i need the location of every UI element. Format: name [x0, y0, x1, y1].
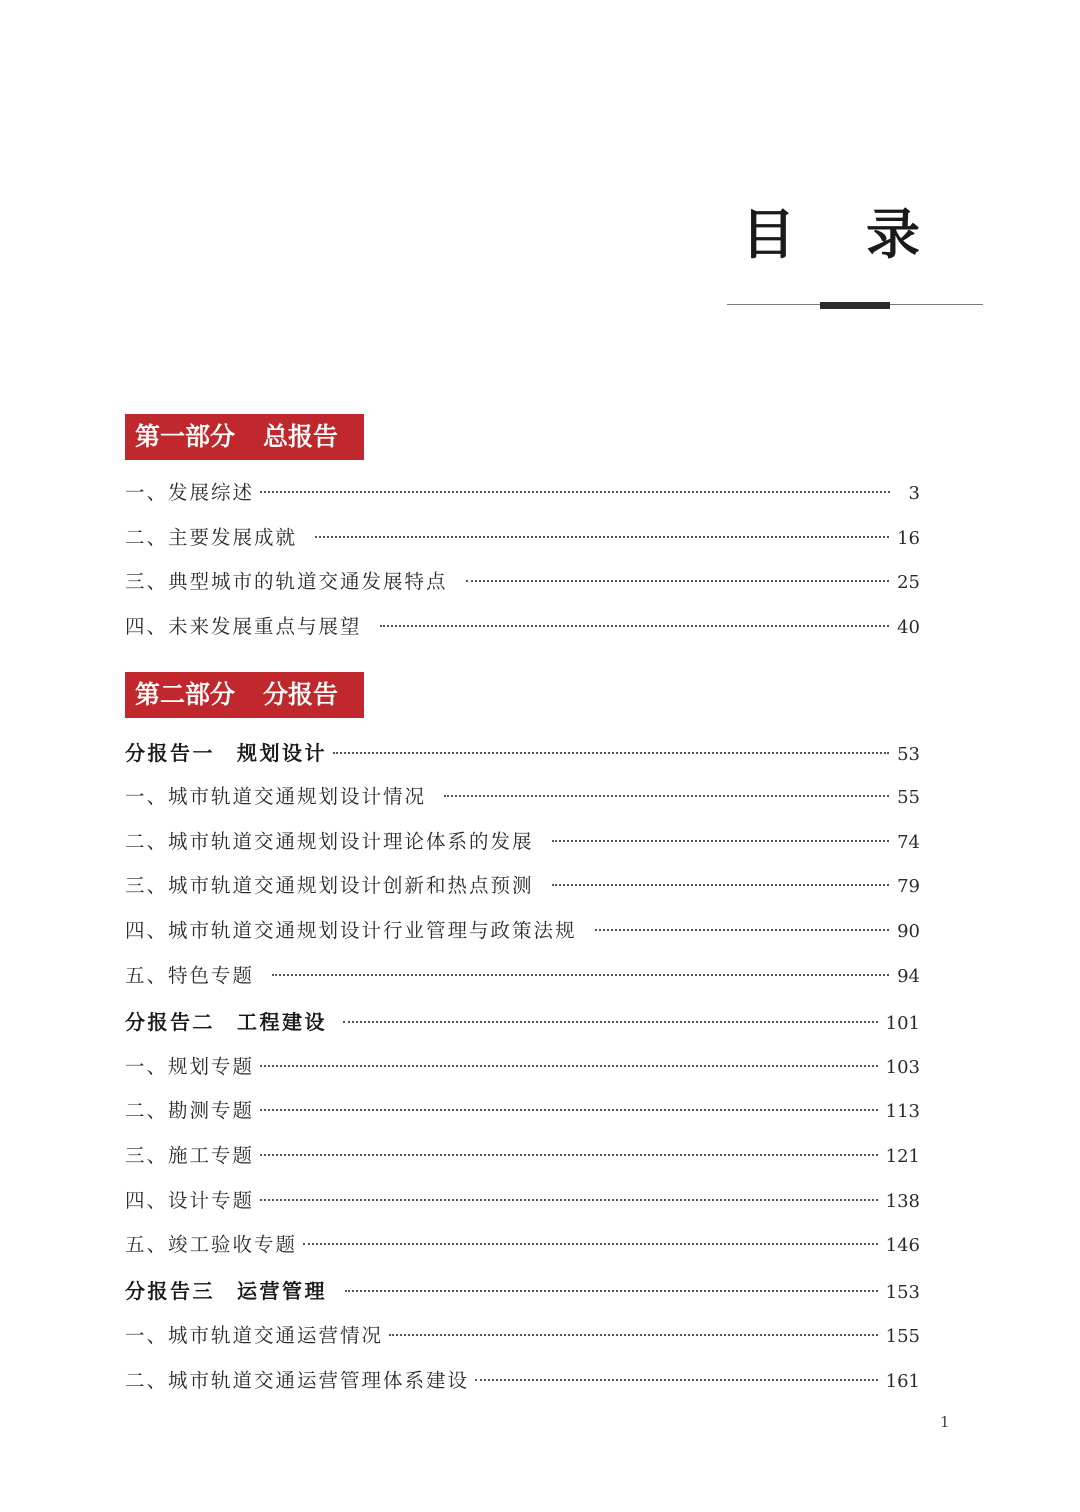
part-name: 总报告 — [263, 422, 339, 451]
report-number: 分报告三 — [125, 1279, 215, 1303]
dot-leader — [444, 795, 889, 797]
toc-report-label — [125, 1007, 327, 1037]
toc-entry[interactable] — [125, 567, 920, 597]
toc-entry-page: 40 — [897, 617, 920, 638]
part-number: 第二部分 — [135, 680, 236, 709]
toc-entry-page: 55 — [897, 787, 920, 808]
part-name: 分报告 — [263, 680, 339, 709]
toc-entry[interactable] — [125, 961, 920, 991]
toc-entry-page: 53 — [897, 744, 920, 765]
toc-entry-page: 3 — [908, 483, 920, 504]
toc-entry-label: 一、城市轨道交通运营情况 — [125, 1324, 384, 1347]
report-title: 运营管理 — [237, 1279, 327, 1303]
toc-entry-label: 四、城市轨道交通规划设计行业管理与政策法规 — [125, 919, 577, 942]
dot-leader — [260, 1065, 878, 1067]
dot-leader — [260, 1154, 878, 1156]
report-number: 分报告二 — [125, 1010, 215, 1034]
toc-report-entry[interactable] — [125, 1276, 920, 1306]
toc-entry[interactable] — [125, 1321, 920, 1351]
toc-entry-page: 161 — [885, 1371, 920, 1392]
toc-entry-page: 25 — [897, 572, 920, 593]
toc-entry-page: 155 — [885, 1326, 920, 1347]
toc-entry-label: 四、设计专题 — [125, 1189, 255, 1212]
toc-report-entry[interactable] — [125, 738, 920, 768]
title-rule-accent — [820, 302, 890, 309]
toc-entry-label: 三、城市轨道交通规划设计创新和热点预测 — [125, 874, 534, 897]
toc-entry-page: 103 — [885, 1057, 920, 1078]
toc-entry-label: 一、发展综述 — [125, 481, 255, 504]
report-number: 分报告一 — [125, 741, 215, 765]
toc-entry-label: 一、城市轨道交通规划设计情况 — [125, 785, 427, 808]
dot-leader — [260, 491, 890, 493]
toc-entry[interactable] — [125, 1096, 920, 1126]
dot-leader — [315, 536, 889, 538]
page-number: 1 — [940, 1413, 950, 1431]
toc-entry-page: 101 — [885, 1013, 920, 1034]
toc-entry[interactable] — [125, 782, 920, 812]
toc-entry-label: 二、勘测专题 — [125, 1099, 255, 1122]
toc-entry-page: 113 — [885, 1101, 920, 1122]
part-number: 第一部分 — [135, 422, 236, 451]
dot-leader — [380, 625, 890, 627]
toc-entry-page: 79 — [897, 876, 920, 897]
part-banner[interactable] — [125, 414, 364, 460]
dot-leader — [272, 974, 889, 976]
toc-entry-page: 16 — [897, 528, 920, 549]
dot-leader — [345, 1290, 878, 1292]
toc-entry-page: 74 — [897, 832, 920, 853]
page-title: 目 录 — [741, 203, 946, 266]
toc-entry-label: 四、未来发展重点与展望 — [125, 615, 362, 638]
toc-entry[interactable] — [125, 478, 920, 508]
dot-leader — [343, 1021, 878, 1023]
part-banner[interactable] — [125, 672, 364, 718]
toc-entry-label: 三、典型城市的轨道交通发展特点 — [125, 570, 448, 593]
toc-entry[interactable] — [125, 1366, 920, 1396]
toc-entry[interactable] — [125, 1230, 920, 1260]
toc-entry-label: 二、城市轨道交通运营管理体系建设 — [125, 1369, 470, 1392]
toc-entry[interactable] — [125, 1141, 920, 1171]
toc-report-label — [125, 1276, 327, 1306]
toc-entry-label: 五、特色专题 — [125, 964, 255, 987]
dot-leader — [466, 580, 890, 582]
toc-entry-page: 94 — [897, 966, 920, 987]
toc-entry-label: 二、主要发展成就 — [125, 526, 298, 549]
toc-entry-page: 121 — [885, 1146, 920, 1167]
dot-leader — [552, 884, 890, 886]
toc-report-label — [125, 738, 327, 768]
toc-entry-page: 90 — [897, 921, 920, 942]
dot-leader — [595, 929, 890, 931]
toc-entry-label: 三、施工专题 — [125, 1144, 255, 1167]
toc-entry[interactable] — [125, 1186, 920, 1216]
toc-entry[interactable] — [125, 827, 920, 857]
toc-entry[interactable] — [125, 612, 920, 642]
toc-entry[interactable] — [125, 916, 920, 946]
toc-entry-page: 146 — [885, 1235, 920, 1256]
toc-entry-page: 153 — [885, 1282, 920, 1303]
toc-entry-label: 五、竣工验收专题 — [125, 1233, 298, 1256]
dot-leader — [552, 840, 890, 842]
dot-leader — [475, 1379, 878, 1381]
dot-leader — [389, 1334, 878, 1336]
toc-entry-label: 一、规划专题 — [125, 1055, 255, 1078]
report-title: 规划设计 — [237, 741, 327, 765]
dot-leader — [260, 1199, 878, 1201]
dot-leader — [333, 752, 889, 754]
report-title: 工程建设 — [237, 1010, 327, 1034]
toc-entry[interactable] — [125, 523, 920, 553]
toc-entry[interactable] — [125, 871, 920, 901]
toc-entry-page: 138 — [885, 1191, 920, 1212]
toc-entry-label: 二、城市轨道交通规划设计理论体系的发展 — [125, 830, 534, 853]
dot-leader — [260, 1109, 878, 1111]
toc-entry[interactable] — [125, 1052, 920, 1082]
dot-leader — [303, 1243, 878, 1245]
toc-report-entry[interactable] — [125, 1007, 920, 1037]
